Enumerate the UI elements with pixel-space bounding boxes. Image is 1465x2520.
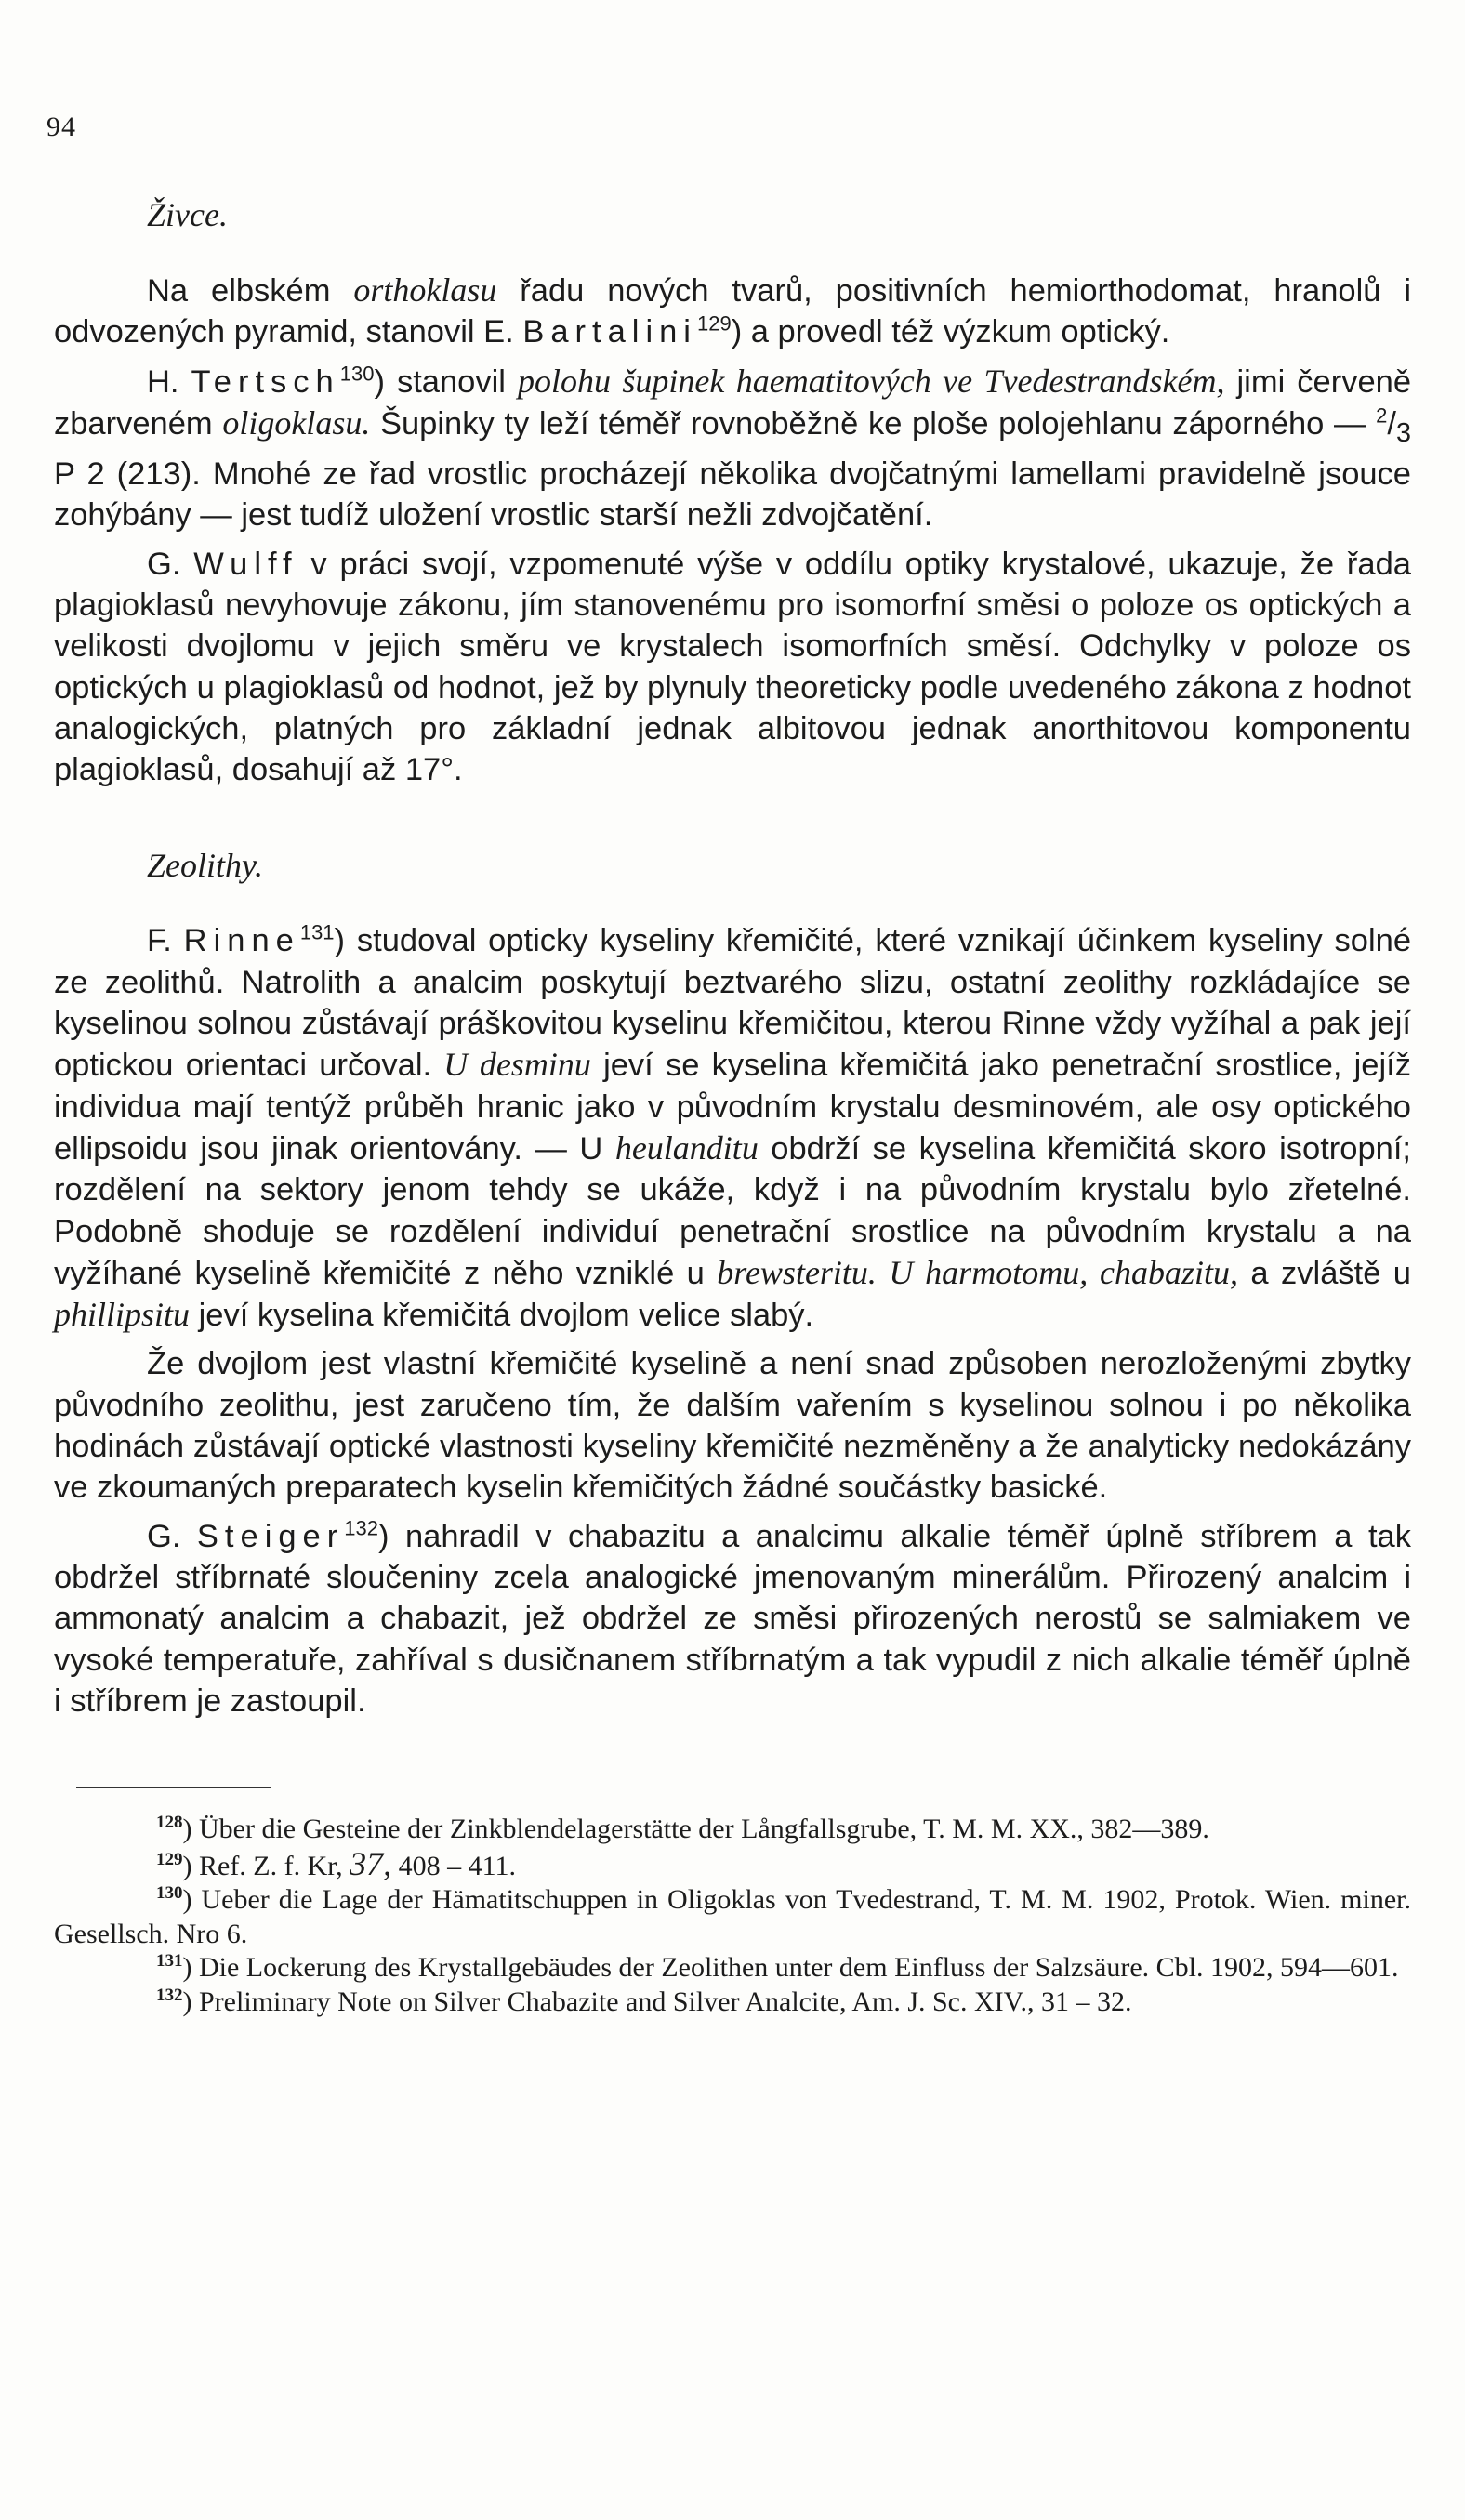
italic-term: orthoklasu [353, 271, 497, 309]
footnote [54, 1951, 1411, 1986]
author-name: Steiger [196, 1518, 345, 1554]
footnote-ref: 128 [156, 1813, 183, 1833]
text-run: ) studoval opticky kyseliny křemičité, které vznikají účinkem kyseliny solné ze zeolithů. Natrolith a analcim poskytují beztvarého slizu, ostatní zeolithy rozkládajíce se kyselinou solnou zůstávají práškovitou kyselinu křemičitou, kterou Rinne vždy vyžíhal a pak její optickou orientaci určoval. [54, 923, 1412, 1084]
text-run: G. [147, 1518, 197, 1554]
text-run: ) Ueber die Lage der Hämatitschuppen in Oligoklas von Tvedestrand, T. M. M. 1902, Protok. Wien. miner. Gesellsch. Nro 6. [54, 1884, 1411, 1949]
paragraph [54, 920, 1411, 1336]
paragraph [54, 1343, 1411, 1508]
text-run: a zvláště u [1238, 1255, 1411, 1291]
italic-term: U desminu [443, 1046, 591, 1084]
paragraph [54, 361, 1411, 536]
footnote-ref: 131 [299, 920, 335, 944]
text-run: H. [147, 363, 191, 400]
paragraph [54, 544, 1411, 791]
text-run: ) Ref. Z. f. Kr, [182, 1850, 350, 1881]
text-run: jimi červeně zbarveném [54, 363, 1412, 442]
footnote-ref: 132 [344, 1516, 378, 1540]
italic-term: 37, [350, 1844, 392, 1882]
footnote-divider [76, 1787, 271, 1788]
text-run: / [1387, 405, 1397, 442]
text-run: řadu nových tvarů, positivních hemiorthodomat, hranolů i odvozených pyramid, stanovil E. [54, 273, 1411, 350]
section-heading: Živce. [147, 196, 228, 233]
author-name: Tertsch [191, 363, 340, 400]
author-name: Bartalini [522, 314, 697, 350]
text-run: ) Preliminary Note on Silver Chabazite and Silver Analcite, Am. J. Sc. XIV., 31 – 32. [182, 1986, 1132, 2017]
italic-term: brewsteritu. [717, 1253, 877, 1291]
paragraph [54, 1516, 1411, 1722]
text-run: Že dvojlom jest vlastní křemičité kyselině a není snad způsoben nerozloženými zbytky původního zeolithu, jest zaručeno tím, že dalším vařením s kyselinou solnou i po několika hodinách zůstávají optické vlastnosti kyseliny křemičité nezměněny a že analyticky nedokázány ve zkoumaných preparatech kyselin křemičitých žádné součástky basické. [54, 1346, 1411, 1506]
text-run: F. [147, 923, 184, 959]
text-run: v práci svojí, vzpomenuté výše v oddílu optiky krystalové, ukazuje, že řada plagioklasů nevyhovuje zákonu, jím stanovenému pro isomorfní směsi o poloze os optických a velikosti dvojlomu v jejich směru ve krystalech isomorfních směsí. Odchylky v poloze os optických u plagioklasů od hodnot, jež by plynuly theoreticky podle uvedeného zákona z hodnot analogických, platných pro základní jednak albitovou jednak anorthitovou komponentu plagioklasů, dosahují až 17°. [54, 546, 1411, 788]
page-number: 94 [46, 112, 76, 142]
footnote [54, 1813, 1411, 1847]
text-run: jeví kyselina křemičitá dvojlom velice slabý. [190, 1298, 814, 1334]
footnotes [54, 1813, 1411, 2019]
text-run: 408 – 411. [391, 1850, 516, 1881]
italic-term: oligoklasu. [222, 403, 371, 442]
footnote-ref: 130 [156, 1883, 183, 1904]
author-name: Wulff [193, 546, 298, 582]
text-run: ) stanovil [374, 363, 518, 400]
italic-term: heulanditu [614, 1128, 759, 1167]
text-run: Na elbském [147, 273, 354, 309]
text-run: obdrží se kyselina křemičitá skoro isotropní; rozdělení na sektory jenom tehdy se ukáže, když i na původním krystalu bylo zřetelné. Podobně shoduje se rozdělení individuí penetrační srostlice na původním krystalu a na vyžíhané kyselině křemičité z něho vzniklé u [54, 1130, 1411, 1291]
text-run [877, 1256, 889, 1291]
text-run: ) nahradil v chabazitu a analcimu alkalie téměř úplně stříbrem a tak obdržel stříbrnaté sloučeniny zcela analogické jmenovaným minerálům. Přirozený analcim i ammonatý analcim a chabazit, jež obdržel ze směsi přirozených nerostů se salmiakem ve vysoké temperatuře, zahříval s dusičnanem stříbrnatým a tak vypudil z nich alkalie téměř úplně i stříbrem je zastoupil. [54, 1518, 1411, 1719]
paragraph [54, 270, 1411, 353]
text-run: G. [147, 546, 194, 582]
text-run: Šupinky ty leží téměř rovnoběžně ke ploše polojehlanu záporného — [370, 405, 1377, 442]
footnote [54, 1883, 1411, 1951]
footnote-ref: 2 [1376, 403, 1388, 428]
footnote-ref: 131 [156, 1951, 183, 1972]
section-heading: Zeolithy. [147, 847, 263, 885]
footnote-ref: 132 [156, 1985, 183, 2005]
section-zeolithy [54, 846, 1411, 1722]
footnote [54, 1986, 1411, 2020]
footnote-ref: 129 [156, 1849, 183, 1869]
text-run: P 2 (213). Mnohé ze řad vrostlic procházejí několika dvojčatnými lamellami pravidelně jsouce zohýbány — jest tudíž uložení vrostlic starší nežli zdvojčatění. [54, 456, 1411, 534]
footnote-ref: 129 [696, 311, 732, 336]
author-name: Rinne [183, 923, 300, 959]
text-run: jeví se kyselina křemičitá jako penetrační srostlice, jejíž individua mají tentýž průběh hranic jako v původním krystalu desminovém, ale osy optického ellipsoidu jsou jinak orientovány. — U [54, 1048, 1411, 1167]
text-run: ) a provedl též výzkum optický. [731, 314, 1170, 350]
section-zivce [54, 195, 1411, 790]
page-content [54, 195, 1411, 2019]
footnote-ref: 130 [339, 362, 375, 386]
text-run: ) Die Lockerung des Krystallgebäudes der Zeolithen unter dem Einfluss der Salzsäure. Cbl. 1902, 594—601. [182, 1952, 1399, 1984]
text-run: ) Über die Gesteine der Zinkblendelagerstätte der Långfallsgrube, T. M. M. XX., 382—389. [182, 1814, 1209, 1845]
italic-term: U harmotomu, chabazitu, [889, 1253, 1239, 1291]
footnote [54, 1844, 1411, 1884]
italic-term: phillipsitu [54, 1296, 191, 1334]
fraction-denominator: 3 [1396, 417, 1412, 448]
italic-term: polohu šupinek haematitových ve Tvedestrandském, [517, 362, 1225, 400]
